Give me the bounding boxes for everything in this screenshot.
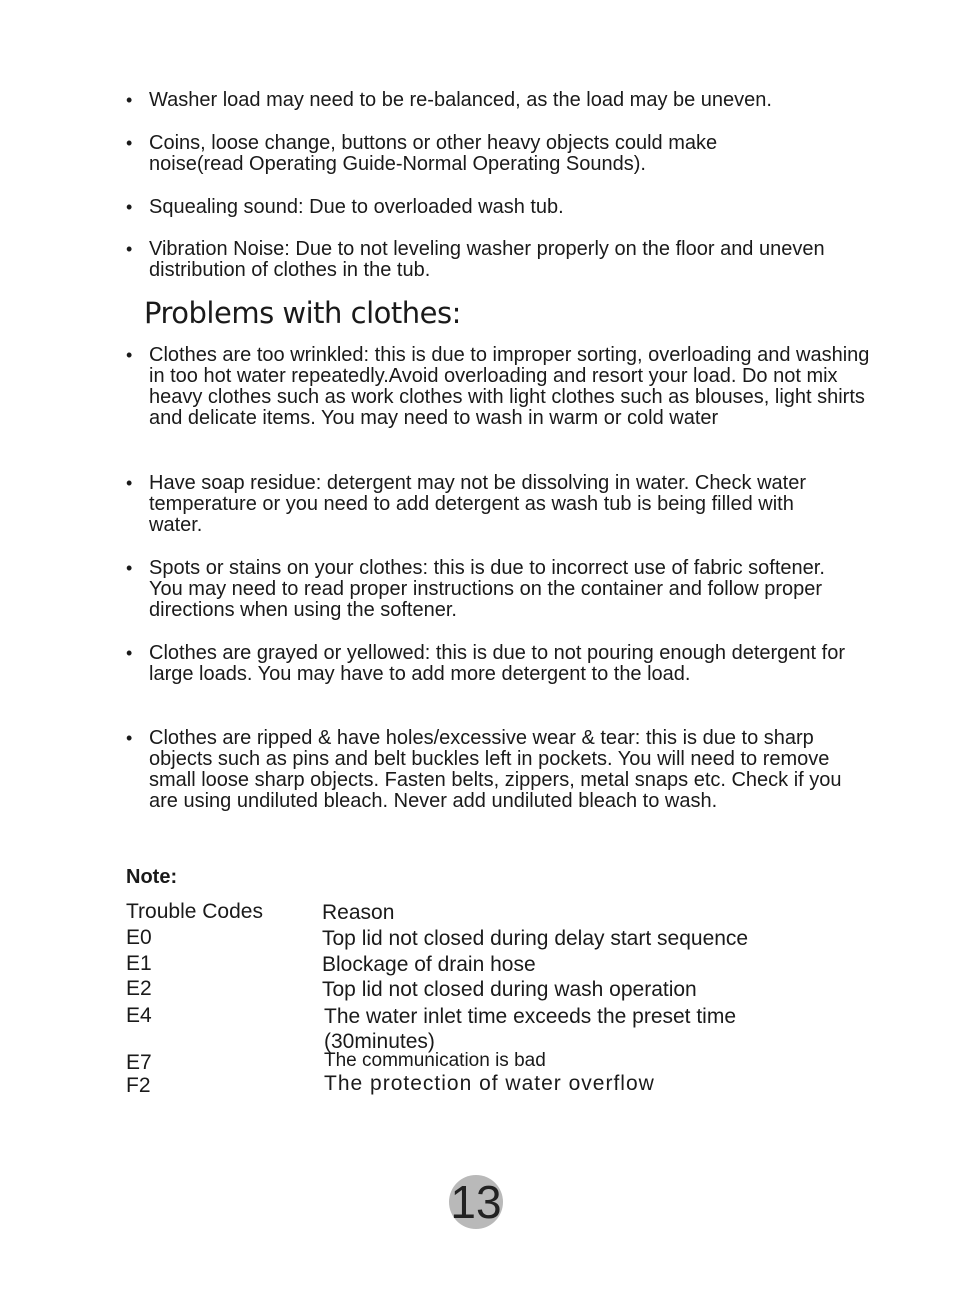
header-code: Trouble Codes (126, 900, 263, 923)
bullet-icon: • (126, 197, 133, 217)
trouble-reason: The protection of water overflow (324, 1072, 655, 1095)
list-item: • Squealing sound: Due to overloaded wash tub. (126, 196, 564, 218)
trouble-code: E2 (126, 977, 152, 1000)
trouble-reason: The water inlet time exceeds the preset time (30minutes) (324, 1005, 737, 1053)
list-item: • Spots or stains on your clothes: this is due to incorrect use of fabric softener. You may need to read proper instructions on the container and follow proper directions when using the softener. (126, 557, 825, 621)
bullet-icon: • (126, 558, 133, 578)
list-item: • Have soap residue: detergent may not be dissolving in water. Check water temperature or you need to add detergent as wash tub is being filled with water. (126, 472, 807, 536)
trouble-reason: Top lid not closed during delay start sequence (322, 927, 749, 950)
trouble-code: E1 (126, 952, 152, 975)
trouble-code: F2 (126, 1074, 151, 1097)
trouble-code: E7 (126, 1051, 152, 1074)
trouble-reason: Blockage of drain hose (322, 953, 536, 976)
trouble-reason: Top lid not closed during wash operation (322, 978, 697, 1001)
list-item: • Clothes are too wrinkled: this is due to improper sorting, overloading and washing in too hot water repeatedly.Avoid overloading and resort your load. Do not mix heavy clothes such as work clothes with light clothes such as blouses, light shirts and delicate items. You may need to wash in warm or cold water (126, 344, 870, 429)
section-heading: Problems with clothes: (144, 296, 461, 330)
list-item: • Clothes are ripped & have holes/excessive wear & tear: this is due to sharp objects such as pins and belt buckles left in pockets. You will need to remove small loose sharp objects. Fasten belts, zippers, metal snaps etc. Check if you are using undiluted bleach. Never add undiluted bleach to wash. (126, 727, 842, 812)
bullet-icon: • (126, 90, 133, 110)
trouble-code: E0 (126, 926, 152, 949)
bullet-icon: • (126, 643, 133, 663)
bullet-icon: • (126, 345, 133, 365)
trouble-code: E4 (126, 1004, 152, 1027)
bullet-icon: • (126, 133, 133, 153)
bullet-icon: • (126, 239, 133, 259)
bullet-icon: • (126, 473, 133, 493)
header-reason: Reason (322, 901, 395, 924)
list-item: • Washer load may need to be re-balanced, as the load may be uneven. (126, 89, 772, 111)
list-item: • Clothes are grayed or yellowed: this is due to not pouring enough detergent for large loads. You may have to add more detergent to the load. (126, 642, 845, 685)
note-title: Note: (126, 866, 178, 888)
page-number: 13 (450, 1176, 502, 1228)
trouble-reason: The communication is bad (324, 1050, 546, 1071)
list-item: • Vibration Noise: Due to not leveling washer properly on the floor and uneven distribution of clothes in the tub. (126, 238, 825, 281)
list-item: • Coins, loose change, buttons or other heavy objects could make noise(read Operating Guide-Normal Operating Sounds). (126, 132, 718, 175)
bullet-icon: • (126, 728, 133, 748)
